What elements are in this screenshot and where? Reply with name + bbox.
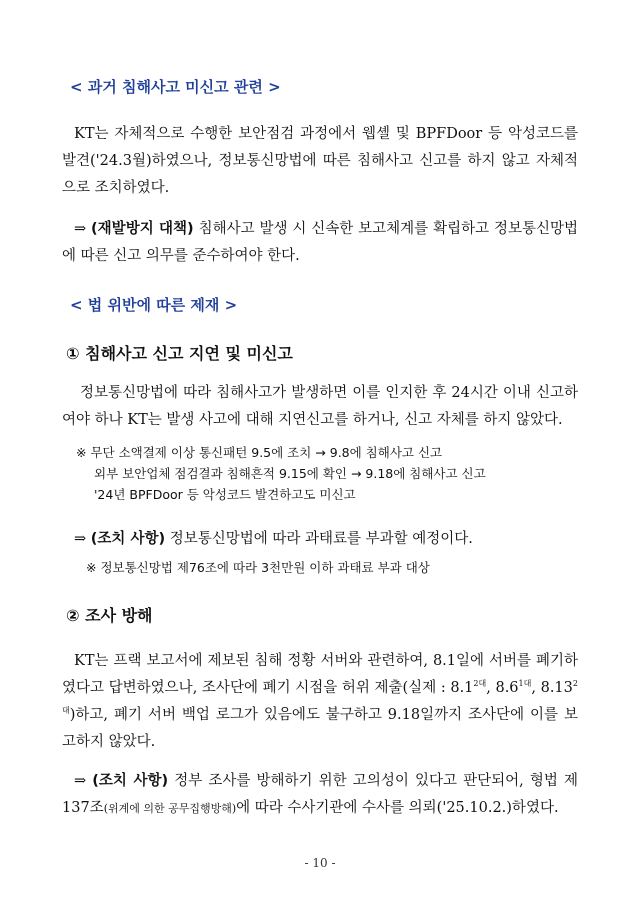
obstruction-text: , 8.6 <box>486 680 519 696</box>
arrow-symbol: ⇒ <box>74 531 87 547</box>
investigation-measure-paragraph <box>62 768 578 822</box>
obstruction-text: KT는 프랙 보고서에 제보된 침해 정황 서버와 관련하여, 8.1일에 서버를 폐기하였다고 답변하였으나, 조사단에 폐기 시점을 허위 제출(실제 : 8.1 <box>62 653 578 696</box>
superscript-count: 2대 <box>62 679 578 716</box>
measure-label: (조치 사항) <box>92 773 169 789</box>
superscript-count: 1대 <box>518 679 532 689</box>
reporting-delay-paragraph: 정보통신망법에 따라 침해사고가 발생하면 이를 인지한 후 24시간 이내 신고하여야 하나 KT는 발생 사고에 대해 지연신고를 하거나, 신고 자체를 하지 않았다. <box>62 385 578 428</box>
penalty-note: ※ 정보통신망법 제76조에 따라 3천만원 이하 과태료 부과 대상 <box>86 560 430 575</box>
page-number: - 10 - <box>304 856 336 870</box>
obstruction-text: )하고, 폐기 서버 백업 로그가 있음에도 불구하고 9.18일까지 조사단에 이를 보고하지 않았다. <box>62 707 578 750</box>
note-line: '24년 BPFDoor 등 악성코드 발견하고도 미신고 <box>94 487 356 502</box>
prevention-label: (재발방지 대책) <box>91 221 194 237</box>
penalty-measure-paragraph <box>62 526 578 553</box>
obstruction-text: , 8.13 <box>531 680 573 696</box>
reporting-notes <box>76 442 486 505</box>
obstruction-paragraph <box>62 648 578 756</box>
past-incident-paragraph: KT는 자체적으로 수행한 보안점검 과정에서 웹셸 및 BPFDoor 등 악성코드를 발견('24.3월)하였으나, 정보통신망법에 따른 침해사고 신고를 하지 않고 자체적으로 조치하였다. <box>62 126 578 196</box>
section-heading-sanctions: < 법 위반에 따른 제재 > <box>70 296 238 314</box>
arrow-symbol: ⇒ <box>74 221 87 237</box>
note-line: ※ 무단 소액결제 이상 통신패턴 9.5에 조치 → 9.8에 침해사고 신고 <box>76 445 443 460</box>
prevention-text: 침해사고 발생 시 신속한 보고체계를 확립하고 정보통신망법에 따른 신고 의무를 준수하여야 한다. <box>62 221 579 264</box>
arrow-symbol: ⇒ <box>74 773 87 789</box>
prevention-measure-paragraph <box>62 216 578 270</box>
subsection-title-reporting-delay: ① 침해사고 신고 지연 및 미신고 <box>66 344 293 363</box>
measure-text: 정부 조사를 방해하기 위한 고의성이 있다고 판단되어, 형법 제137조 <box>62 773 578 816</box>
subsection-title-obstruction: ② 조사 방해 <box>66 606 153 625</box>
superscript-count: 2대 <box>473 679 487 689</box>
measure-label: (조치 사항) <box>90 531 166 547</box>
measure-text-small: (위계에 의한 공무집행방해) <box>103 802 237 815</box>
note-line: 외부 보안업체 점검결과 침해흔적 9.15에 확인 → 9.18에 침해사고 신고 <box>94 466 486 481</box>
measure-text: 정보통신망법에 따라 과태료를 부과할 예정이다. <box>169 531 473 547</box>
measure-text: 에 따라 수사기관에 수사를 의뢰('25.10.2.)하였다. <box>236 800 559 816</box>
section-heading-past-incident: < 과거 침해사고 미신고 관련 > <box>70 78 281 96</box>
